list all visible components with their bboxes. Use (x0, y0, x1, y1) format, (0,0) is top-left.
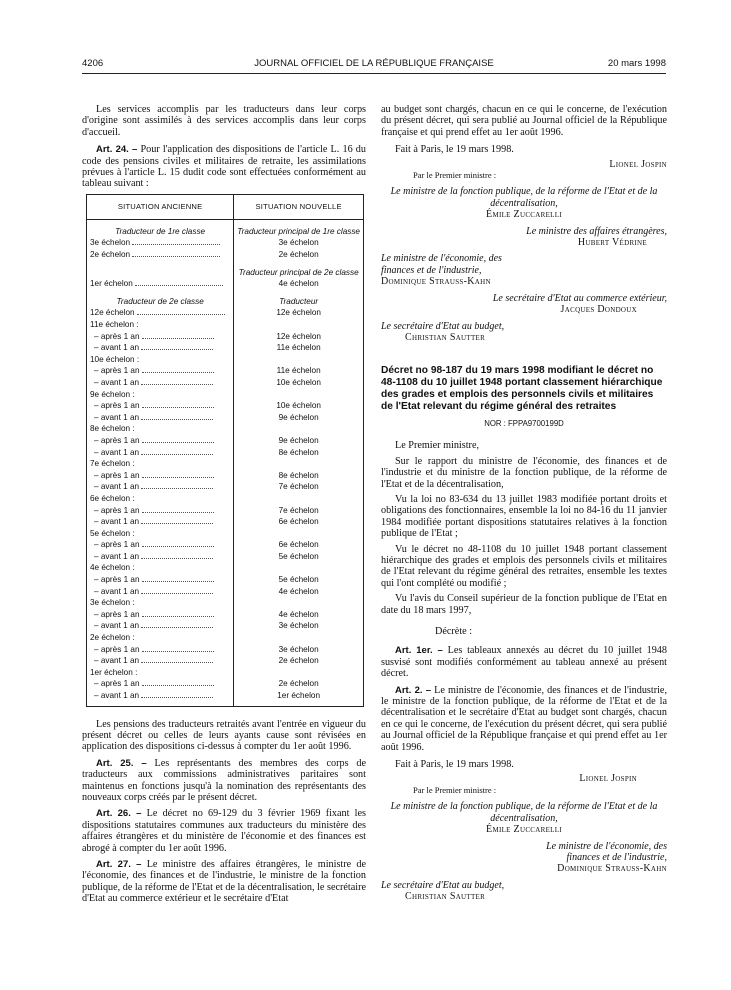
minister-title-1e: Le secrétaire d'Etat au budget, (381, 320, 505, 332)
old-situation-cell (87, 667, 234, 679)
new-situation-cell (234, 551, 364, 563)
signed-at-1: Fait à Paris, le 19 mars 1998. (395, 144, 514, 156)
minister-title-1b: Le ministre des affaires étrangères, (526, 225, 667, 237)
old-situation-text: – avant 1 an (94, 482, 140, 492)
new-situation-cell (234, 470, 364, 482)
old-situation-text: 2e échelon (90, 250, 131, 260)
new-situation-text: 2e échelon (278, 250, 319, 260)
old-situation-text: – après 1 an (94, 644, 140, 654)
minister-name-2a: Émile Zuccarelli (486, 824, 562, 836)
dot-leader (141, 620, 213, 628)
table-row (87, 423, 364, 435)
minister-title-2c: Le secrétaire d'Etat au budget, (381, 879, 505, 891)
new-situation-cell (234, 389, 364, 401)
old-situation-cell (87, 447, 234, 459)
new-situation-cell (234, 365, 364, 377)
old-situation-cell (87, 319, 234, 331)
dot-leader (142, 435, 214, 443)
new-situation-text: 10e échelon (276, 377, 321, 387)
old-situation-text: – avant 1 an (94, 691, 140, 700)
dot-leader (132, 237, 220, 245)
old-situation-cell (87, 331, 234, 343)
new-situation-text: 12e échelon (276, 331, 321, 341)
old-situation-text: 8e échelon : (90, 424, 135, 434)
old-situation-cell (87, 539, 234, 551)
old-situation-cell (87, 505, 234, 517)
old-situation-text: – avant 1 an (94, 551, 140, 561)
table-row (87, 219, 364, 237)
old-situation-text: 3e échelon : (90, 598, 135, 608)
table-row (87, 470, 364, 482)
new-situation-cell (234, 307, 364, 319)
old-situation-text: – avant 1 an (94, 517, 140, 527)
table-row (87, 481, 364, 493)
new-situation-text: 1er échelon (277, 691, 321, 700)
new-situation-text: Traducteur principal de 2e classe (238, 267, 359, 277)
table-row (87, 389, 364, 401)
dot-leader (142, 400, 214, 408)
new-situation-text: 3e échelon (278, 644, 319, 654)
old-situation-cell (87, 516, 234, 528)
old-situation-cell (87, 644, 234, 656)
new-situation-text: 5e échelon (278, 575, 319, 585)
article-2-text: Le ministre de l'économie, des finances et de l'industrie, le ministre de la fonction publique, de la réforme de l'Etat et de la décentralisation et le secrétaire d'Etat au budget sont chargés, chacun en ce qui le concerne, de l'exécution du présent décret, qui sera publié au Journal officiel de la République française et qui prend effet au 1er août 1996. (381, 684, 667, 753)
table-row (87, 458, 364, 470)
article-24 (82, 144, 366, 190)
old-situation-text: – avant 1 an (94, 412, 140, 422)
article-25-text: Les représentants des membres des corps de traducteurs aux commissions administratives paritaires sont maintenus en fonctions jusqu'à la nomination des représentants des nouveaux corps créés par le présent décret. (82, 757, 366, 804)
old-situation-cell (87, 458, 234, 470)
new-situation-cell (234, 620, 364, 632)
dot-leader (141, 377, 213, 385)
old-situation-cell (87, 423, 234, 435)
dot-leader (137, 307, 225, 315)
article-26-text: Le décret no 69-129 du 3 février 1969 fixant les dispositions statutaires communes aux traducteurs du ministère des affaires étrangères et du ministère de l'économie et des finances est abrogé à compter du 1er août 1996. (82, 808, 366, 854)
new-situation-cell (234, 678, 364, 690)
old-situation-cell (87, 354, 234, 366)
minister-name-1b: Hubert Védrine (577, 237, 647, 249)
new-situation-text: 9e échelon (278, 435, 319, 445)
table-row (87, 539, 364, 551)
old-situation-text: 9e échelon : (90, 389, 135, 399)
article-1-text: Les tableaux annexés au décret du 10 juillet 1948 susvisé sont modifiés conformément au tableau annexé au présent décret. (381, 645, 667, 680)
old-situation-cell (87, 400, 234, 412)
new-situation-cell (234, 400, 364, 412)
page-header (82, 58, 666, 72)
table-row (87, 447, 364, 459)
new-situation-cell (234, 331, 364, 343)
dot-leader (132, 249, 220, 257)
dot-leader (142, 539, 214, 547)
old-situation-text: – avant 1 an (94, 447, 140, 457)
new-situation-cell (234, 505, 364, 517)
new-situation-text: 6e échelon (278, 517, 319, 527)
minister-name-1d: Jacques Dondoux (560, 304, 637, 316)
old-situation-cell (87, 574, 234, 586)
table-row (87, 574, 364, 586)
new-situation-cell (234, 412, 364, 424)
old-situation-cell (87, 261, 234, 279)
premier-ministre: Le Premier ministre, (395, 440, 480, 452)
dot-leader (142, 365, 214, 373)
new-situation-cell (234, 219, 364, 237)
dot-leader (141, 586, 213, 594)
new-situation-cell (234, 261, 364, 279)
old-situation-text: – après 1 an (94, 435, 140, 445)
new-situation-cell (234, 493, 364, 505)
new-situation-cell (234, 597, 364, 609)
dot-leader (142, 470, 214, 478)
decrete: Décrète : (435, 626, 473, 637)
new-situation-cell (234, 342, 364, 354)
dot-leader (142, 609, 214, 617)
old-situation-text: – après 1 an (94, 609, 140, 619)
minister-name-2c: Christian Sautter (405, 891, 486, 903)
old-situation-text: 7e échelon : (90, 459, 135, 469)
old-situation-text: Traducteur de 1re classe (115, 226, 206, 236)
paragraph-pensions: Les pensions des traducteurs retraités avant l'entrée en vigueur du présent décret ou celles de leurs ayants cause sont révisées en application des dispositions ci-dessus à compter du 1er août 1996. (82, 718, 366, 753)
table-row (87, 331, 364, 343)
old-situation-text: – après 1 an (94, 540, 140, 550)
dot-leader (141, 481, 213, 489)
new-situation-cell (234, 458, 364, 470)
new-situation-text: 5e échelon (278, 551, 319, 561)
table-row (87, 400, 364, 412)
minister-name-1e: Christian Sautter (405, 331, 486, 343)
old-situation-cell (87, 586, 234, 598)
new-situation-text: 4e échelon (278, 279, 319, 289)
page-number: 4206 (82, 58, 104, 69)
new-situation-cell (234, 377, 364, 389)
new-situation-cell (234, 423, 364, 435)
signature-jospin-1: Lionel Jospin (609, 158, 667, 170)
table-row (87, 690, 364, 706)
table-row (87, 655, 364, 667)
dot-leader (141, 516, 213, 524)
new-situation-cell (234, 586, 364, 598)
table-row (87, 620, 364, 632)
vu-loi: Vu la loi no 83-634 du 13 juillet 1983 modifiée portant droits et obligations des fonctionnaires, ensemble la loi no 84-16 du 11 janvier 1984 modifiée portant dispositions statutaires relatives à la fonction publique de l'Etat ; (381, 493, 667, 540)
column-header-new: SITUATION NOUVELLE (234, 194, 364, 219)
new-situation-cell (234, 290, 364, 308)
new-situation-cell (234, 516, 364, 528)
new-situation-text: 4e échelon (278, 586, 319, 596)
old-situation-text: – avant 1 an (94, 586, 140, 596)
dot-leader (142, 644, 214, 652)
new-situation-text: 11e échelon (276, 343, 321, 353)
old-situation-text: 12e échelon (90, 308, 135, 318)
new-situation-cell (234, 609, 364, 621)
table-row (87, 342, 364, 354)
article-26 (82, 808, 366, 854)
vu-decret: Vu le décret no 48-1108 du 10 juillet 1948 portant classement hiérarchique des grades et emplois des personnels civils et militaires de l'Etat relevant du régime général des retraites, ensemble les textes qui l'ont complété ou modifié ; (381, 543, 667, 589)
old-situation-text: – avant 1 an (94, 343, 140, 353)
article-27-text: Le ministre des affaires étrangères, le ministre de l'économie, des finances et de l'industrie, le ministre de la fonction publique, de la réforme de l'Etat et de la décentralisation, le secrétaire d'Etat au commerce extérieur et le secrétaire d'Etat (82, 859, 366, 905)
new-situation-text: 11e échelon (276, 366, 321, 376)
minister-name-1a: Émile Zuccarelli (486, 209, 562, 221)
old-situation-cell (87, 609, 234, 621)
dot-leader (141, 690, 213, 698)
old-situation-text: Traducteur de 2e classe (116, 296, 204, 306)
table-row (87, 493, 364, 505)
new-situation-text: 3e échelon (278, 238, 319, 248)
new-situation-text: 2e échelon (278, 679, 319, 689)
old-situation-text: – après 1 an (94, 470, 140, 480)
old-situation-cell (87, 678, 234, 690)
table-body (87, 219, 364, 706)
decree-title: Décret no 98-187 du 19 mars 1998 modifiant le décret no 48-1108 du 10 juillet 1948 portant classement hiérarchique des grades et emplois des personnels civils et militaires de l'Etat relevant du régime général des retraites (381, 365, 663, 413)
table-row (87, 365, 364, 377)
new-situation-text: 4e échelon (278, 609, 319, 619)
table-row (87, 278, 364, 290)
new-situation-text: 7e échelon (278, 482, 319, 492)
old-situation-text: 1er échelon : (90, 667, 138, 677)
old-situation-text: 11e échelon : (90, 320, 139, 329)
old-situation-cell (87, 219, 234, 237)
table-row (87, 237, 364, 249)
minister-title-1c: Le ministre de l'économie, des finances et de l'industrie, (381, 253, 502, 276)
old-situation-cell (87, 307, 234, 319)
new-situation-cell (234, 447, 364, 459)
new-situation-cell (234, 481, 364, 493)
article-1-label: Art. 1er. – (395, 645, 443, 657)
new-situation-cell (234, 655, 364, 667)
dot-leader (141, 447, 213, 455)
table-row (87, 528, 364, 540)
new-situation-text: 6e échelon (278, 540, 319, 550)
new-situation-text: 12e échelon (276, 308, 321, 318)
table-row (87, 667, 364, 679)
old-situation-text: – après 1 an (94, 331, 140, 341)
old-situation-cell (87, 435, 234, 447)
minister-name-1c: Dominique Strauss-Kahn (381, 276, 491, 288)
table-row (87, 307, 364, 319)
new-situation-text: 8e échelon (278, 470, 319, 480)
grade-equivalence-table (86, 194, 364, 707)
header-rule (82, 73, 666, 74)
left-column (82, 104, 366, 905)
old-situation-cell (87, 278, 234, 290)
signature-par-2: Par le Premier ministre : (413, 784, 497, 795)
dot-leader (141, 551, 213, 559)
paragraph-services: Les services accomplis par les traducteurs dans leur corps d'origine sont assimilés à des services accomplis dans leur corps d'accueil. (82, 104, 366, 138)
new-situation-cell (234, 574, 364, 586)
old-situation-text: 3e échelon (90, 238, 131, 248)
old-situation-text: 4e échelon : (90, 563, 135, 573)
new-situation-cell (234, 562, 364, 574)
article-25 (82, 758, 366, 804)
new-situation-cell (234, 435, 364, 447)
new-situation-text: Traducteur principal de 1re classe (237, 226, 360, 236)
article-26-label: Art. 26. – (96, 808, 142, 820)
journal-title: JOURNAL OFFICIEL DE LA RÉPUBLIQUE FRANÇAISE (254, 58, 494, 69)
article-1 (381, 645, 667, 679)
vu-avis: Vu l'avis du Conseil supérieur de la fonction publique de l'Etat en date du 18 mars 1997, (381, 593, 667, 616)
old-situation-text: – après 1 an (94, 366, 140, 376)
signature-jospin-2: Lionel Jospin (579, 773, 637, 785)
table-row (87, 435, 364, 447)
column-header-old: SITUATION ANCIENNE (87, 194, 234, 219)
dot-leader (141, 412, 213, 420)
old-situation-cell (87, 412, 234, 424)
old-situation-cell (87, 481, 234, 493)
new-situation-text: 7e échelon (278, 505, 319, 515)
dot-leader (142, 678, 214, 686)
old-situation-text: 5e échelon : (90, 528, 135, 538)
old-situation-cell (87, 632, 234, 644)
old-situation-text: – après 1 an (94, 505, 140, 515)
table-row (87, 597, 364, 609)
table-row (87, 609, 364, 621)
table-row (87, 412, 364, 424)
signature-par-1: Par le Premier ministre : (413, 170, 497, 181)
minister-title-2a: Le ministre de la fonction publique, de la réforme de l'Etat et de la décentralisation, (390, 801, 658, 824)
new-situation-cell (234, 632, 364, 644)
minister-title-2b: Le ministre de l'économie, des finances et de l'industrie, (546, 840, 667, 863)
old-situation-cell (87, 493, 234, 505)
old-situation-text: – après 1 an (94, 679, 140, 689)
table-row (87, 290, 364, 308)
new-situation-cell (234, 528, 364, 540)
old-situation-cell (87, 562, 234, 574)
article-2-label: Art. 2. – (395, 684, 431, 696)
table-row (87, 505, 364, 517)
old-situation-text: – avant 1 an (94, 656, 140, 666)
old-situation-cell (87, 690, 234, 706)
minister-title-1d: Le secrétaire d'Etat au commerce extérieur, (492, 292, 667, 304)
table-row (87, 319, 364, 331)
old-situation-text: – avant 1 an (94, 621, 140, 631)
new-situation-cell (234, 319, 364, 331)
old-situation-cell (87, 528, 234, 540)
old-situation-cell (87, 470, 234, 482)
new-situation-cell (234, 644, 364, 656)
table-row (87, 644, 364, 656)
old-situation-text: – après 1 an (94, 401, 140, 411)
dot-leader (141, 342, 213, 350)
new-situation-cell (234, 354, 364, 366)
old-situation-text: 1er échelon (90, 279, 133, 289)
table-row (87, 551, 364, 563)
right-column (381, 104, 667, 903)
old-situation-cell (87, 365, 234, 377)
new-situation-text: Traducteur (279, 296, 319, 306)
new-situation-text: 2e échelon (278, 656, 319, 666)
new-situation-cell (234, 539, 364, 551)
new-situation-text: 10e échelon (276, 401, 321, 411)
dot-leader (142, 505, 214, 513)
table-row (87, 678, 364, 690)
table-row (87, 562, 364, 574)
old-situation-text: – avant 1 an (94, 377, 140, 387)
new-situation-cell (234, 690, 364, 706)
new-situation-text: 3e échelon (278, 621, 319, 631)
new-situation-cell (234, 278, 364, 290)
table-row (87, 586, 364, 598)
table-row (87, 249, 364, 261)
new-situation-cell (234, 249, 364, 261)
old-situation-text: 2e échelon : (90, 633, 135, 643)
old-situation-cell (87, 249, 234, 261)
old-situation-cell (87, 551, 234, 563)
new-situation-cell (234, 237, 364, 249)
table-row (87, 632, 364, 644)
old-situation-cell (87, 342, 234, 354)
dot-leader (142, 574, 214, 582)
old-situation-cell (87, 597, 234, 609)
article-27-label: Art. 27. – (96, 859, 142, 871)
article-24-label: Art. 24. – (96, 144, 138, 156)
issue-date: 20 mars 1998 (607, 58, 666, 69)
old-situation-cell (87, 389, 234, 401)
new-situation-text: 8e échelon (278, 447, 319, 457)
article-25-label: Art. 25. – (96, 757, 147, 769)
signed-at-2: Fait à Paris, le 19 mars 1998. (395, 759, 514, 771)
old-situation-text: 10e échelon : (90, 354, 140, 364)
dot-leader (135, 278, 223, 286)
article-2 (381, 685, 667, 753)
dot-leader (142, 331, 214, 339)
old-situation-text: 6e échelon : (90, 493, 135, 503)
old-situation-cell (87, 290, 234, 308)
old-situation-text: – après 1 an (94, 575, 140, 585)
old-situation-cell (87, 377, 234, 389)
table-row (87, 377, 364, 389)
minister-title-1a: Le ministre de la fonction publique, de la réforme de l'Etat et de la décentralisation, (390, 186, 658, 209)
new-situation-text: 9e échelon (278, 412, 319, 422)
new-situation-cell (234, 667, 364, 679)
paragraph-continuation: au budget sont chargés, chacun en ce qui le concerne, de l'exécution du présent décret, qui sera publié au Journal officiel de la République française et qui prend effet au 1er août 1996. (381, 104, 667, 138)
article-27 (82, 859, 366, 905)
nor-reference: NOR : FPPA9700199D (484, 419, 564, 429)
old-situation-cell (87, 620, 234, 632)
table-row (87, 261, 364, 279)
old-situation-cell (87, 655, 234, 667)
considerant-rapport: Sur le rapport du ministre de l'économie, des finances et de l'industrie et du ministre de la fonction publique, de la réforme de l'Etat et de la décentralisation, (381, 455, 667, 490)
table-row (87, 516, 364, 528)
article-24-text: Pour l'application des dispositions de l'article L. 16 du code des pensions civiles et militaires de retraite, les assimilations prévues à l'article L. 15 dudit code sont effectuées conformément au tableau suivant : (82, 144, 366, 190)
dot-leader (141, 655, 213, 663)
table-row (87, 354, 364, 366)
old-situation-cell (87, 237, 234, 249)
minister-name-2b: Dominique Strauss-Kahn (557, 863, 667, 875)
